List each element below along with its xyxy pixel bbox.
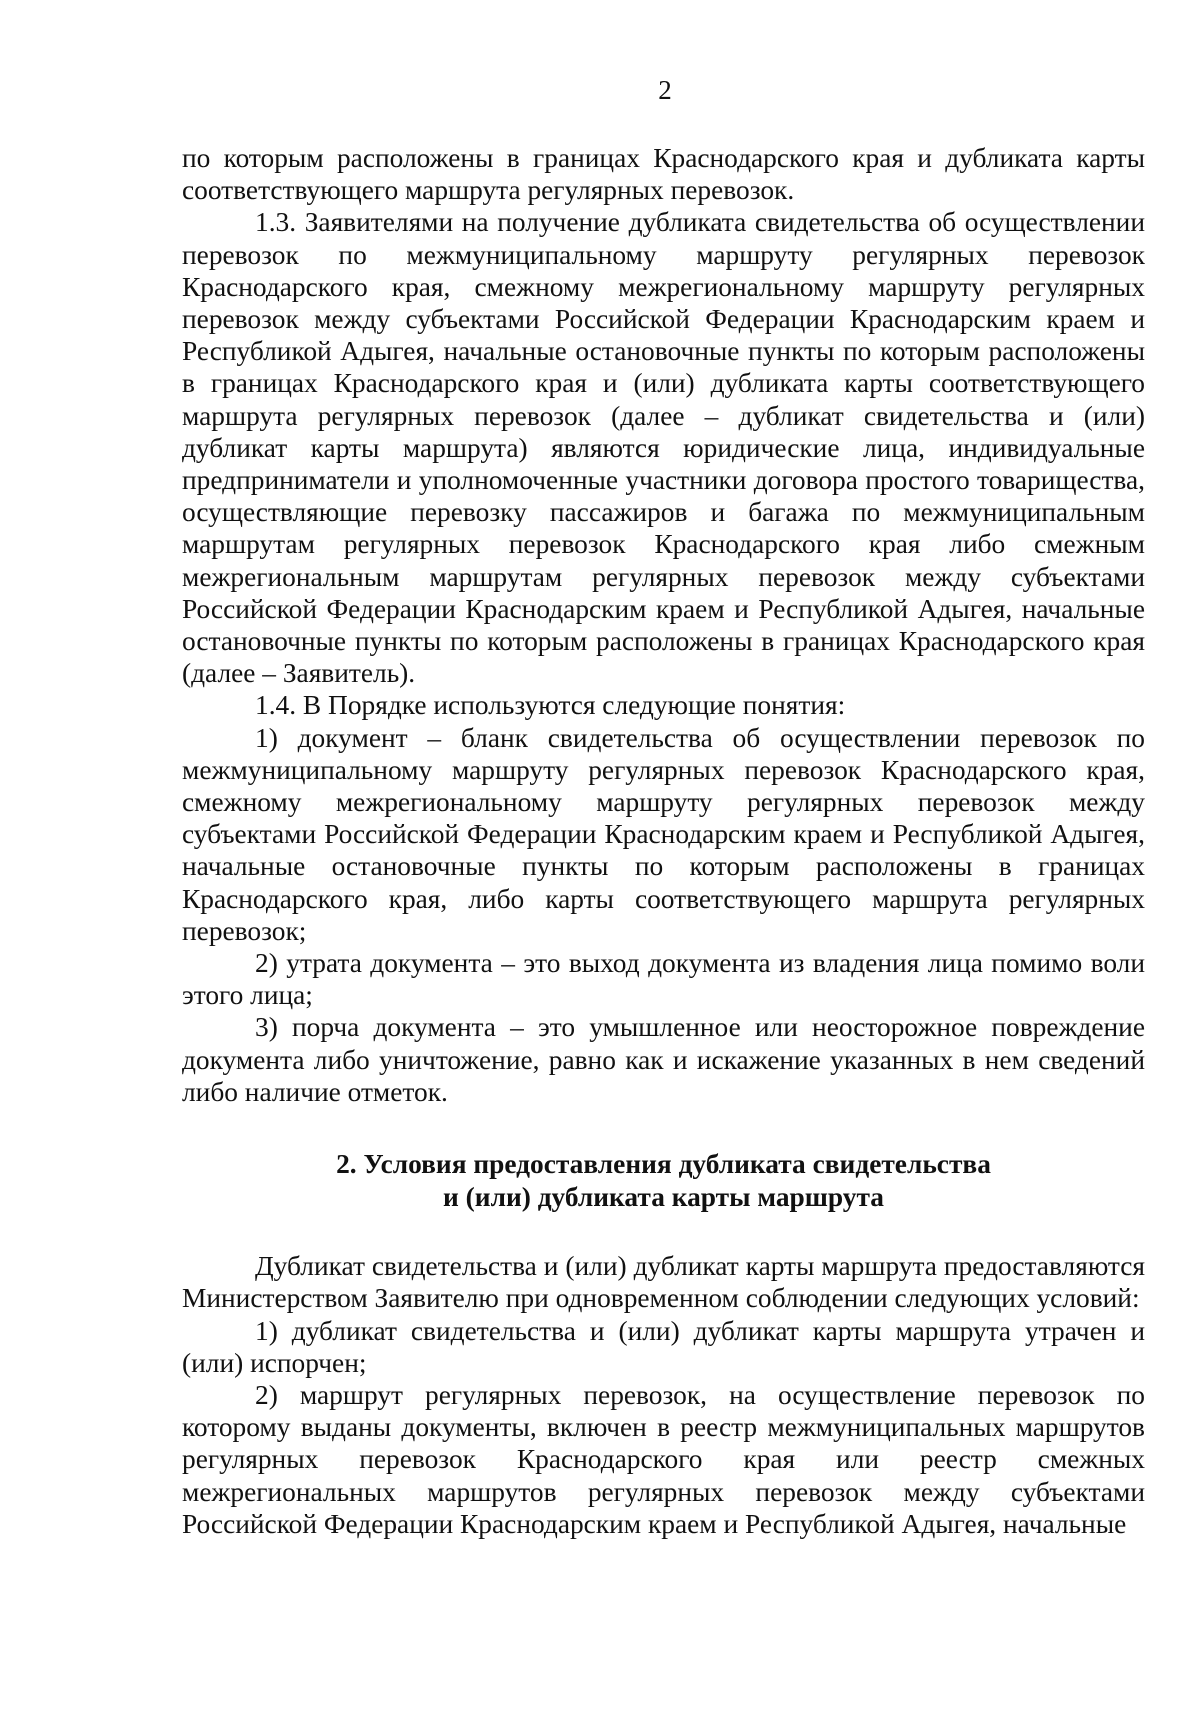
paragraph-condition-1: 1) дубликат свидетельства и (или) дубликат карты маршрута утрачен и (или) испорчен; (182, 1315, 1145, 1378)
paragraph-conditions-intro: Дубликат свидетельства и (или) дубликат карты маршрута предоставляются Министерством Заявителю при одновременном соблюдении следующих условий: (182, 1251, 1145, 1314)
section-heading-line-1: 2. Условия предоставления дубликата свидетельства (336, 1149, 991, 1180)
paragraph-term-loss: 2) утрата документа – это выход документа из владения лица помимо воли этого лица; (182, 948, 1145, 1011)
paragraph-term-document: 1) документ – бланк свидетельства об осуществлении перевозок по межмуниципальному маршруту регулярных перевозок Краснодарского края, смежному межрегиональному маршруту регулярных перевозок между субъектами Российской Федерации Краснодарским краем и Республикой Адыгея, начальные остановочные пункты по которым расположены в границах Краснодарского края, либо карты соответствующего маршрута регулярных перевозок; (182, 722, 1145, 946)
paragraph-condition-2: 2) маршрут регулярных перевозок, на осуществление перевозок по которому выданы документы, включен в реестр межмуниципальных маршрутов регулярных перевозок Краснодарского края или реестр смежных межрегиональных маршрутов регулярных перевозок между субъектами Российской Федерации Краснодарским краем и Республикой Адыгея, начальные (182, 1379, 1145, 1539)
section-heading (182, 1148, 1145, 1214)
paragraph-1-4-terms: 1.4. В Порядке используются следующие понятия: (255, 690, 846, 721)
paragraph-1-3-applicants: 1.3. Заявителями на получение дубликата свидетельства об осуществлении перевозок по межмуниципальному маршруту регулярных перевозок Краснодарского края, смежному межрегиональному маршруту регулярных перевозок между субъектами Российской Федерации Краснодарским краем и Республикой Адыгея, начальные остановочные пункты по которым расположены в границах Краснодарского края и (или) дубликата карты соответствующего маршрута регулярных перевозок (далее – дубликат свидетельства и (или) дубликат карты маршрута) являются юридические лица, индивидуальные предприниматели и уполномоченные участники договора простого товарищества, осуществляющие перевозку пассажиров и багажа по межмуниципальным маршрутам регулярных перевозок Краснодарского края либо смежным межрегиональным маршрутам регулярных перевозок между субъектами Российской Федерации Краснодарским краем и Республикой Адыгея, начальные остановочные пункты по которым расположены в границах Краснодарского края (далее – Заявитель). (182, 207, 1145, 689)
paragraph-term-damage: 3) порча документа – это умышленное или неосторожное повреждение документа либо уничтожение, равно как и искажение указанных в нем сведений либо наличие отметок. (182, 1012, 1145, 1107)
document-body (182, 142, 1145, 1540)
page-number: 2 (658, 75, 672, 105)
paragraph-continuation: по которым расположены в границах Краснодарского края и дубликата карты соответствующего маршрута регулярных перевозок. (182, 143, 1145, 206)
section-heading-line-2: и (или) дубликата карты маршрута (443, 1182, 884, 1213)
